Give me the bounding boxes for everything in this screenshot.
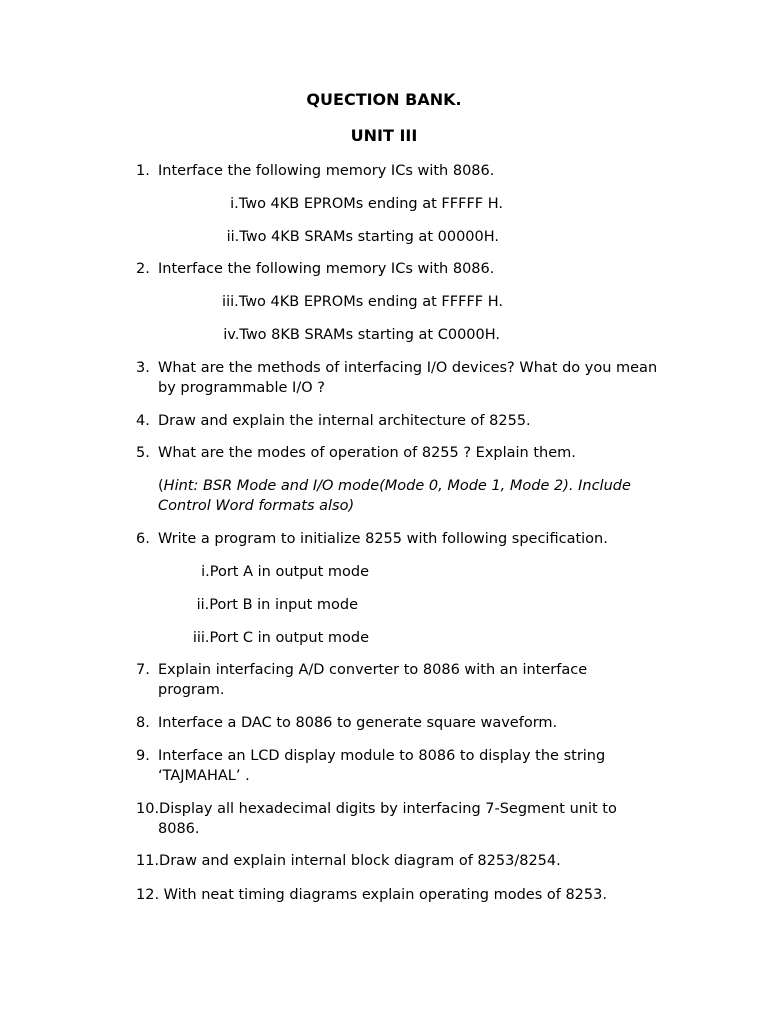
question-text-line-1: Explain interfacing A/D converter to 8086 with an interface <box>158 662 588 678</box>
sub-item: iv.Two 8KB SRAMs starting at C0000H. <box>223 327 500 343</box>
question-text: What are the modes of operation of 8255 ? Explain them. <box>158 445 576 461</box>
question-text-line-1: 10.Display all hexadecimal digits by interfacing 7-Segment unit to <box>136 801 617 817</box>
question-number: 1. <box>136 163 150 179</box>
question-number: 6. <box>136 531 150 547</box>
sub-item: iii.Port C in output mode <box>192 630 369 646</box>
hint-text: Hint: BSR Mode and I/O mode(Mode 0, Mode 1, Mode 2). Include <box>163 478 631 494</box>
hint-paren: ( <box>158 478 164 494</box>
question-number: 4. <box>136 413 150 429</box>
unit-heading: UNIT III <box>350 126 418 145</box>
sub-item: i.Two 4KB EPROMs ending at FFFFF H. <box>230 196 503 212</box>
sub-item: i.Port A in output mode <box>201 564 369 580</box>
question-number: 3. <box>136 360 150 376</box>
question-text: Write a program to initialize 8255 with following specification. <box>158 531 608 547</box>
question-text: 12. With neat timing diagrams explain operating modes of 8253. <box>136 887 607 903</box>
sub-item: iii.Two 4KB EPROMs ending at FFFFF H. <box>222 294 503 310</box>
question-text-line-1: Interface an LCD display module to 8086 to display the string <box>158 748 606 764</box>
question-number: 9. <box>136 748 150 764</box>
question-number: 7. <box>136 662 150 678</box>
question-text-line-2: by programmable I/O ? <box>158 380 325 396</box>
question-text: Interface the following memory ICs with 8086. <box>158 261 495 277</box>
question-number: 2. <box>136 261 150 277</box>
question-text: Interface the following memory ICs with 8086. <box>158 163 495 179</box>
hint-line-1 <box>158 476 678 496</box>
question-text-line-2: program. <box>158 682 225 698</box>
question-text: 11.Draw and explain internal block diagram of 8253/8254. <box>136 853 561 869</box>
question-text-line-1: What are the methods of interfacing I/O devices? What do you mean <box>158 360 658 376</box>
document-title: QUECTION BANK. <box>306 90 462 109</box>
question-number: 5. <box>136 445 150 461</box>
question-text: Interface a DAC to 8086 to generate square waveform. <box>158 715 558 731</box>
question-text-line-2: 8086. <box>158 821 200 837</box>
question-number: 8. <box>136 715 150 731</box>
sub-item: ii.Port B in input mode <box>196 597 358 613</box>
sub-item: ii.Two 4KB SRAMs starting at 00000H. <box>226 229 499 245</box>
hint-line-2: Control Word formats also) <box>158 498 355 514</box>
question-text-line-2: ‘TAJMAHAL’ . <box>158 768 250 784</box>
question-text: Draw and explain the internal architecture of 8255. <box>158 413 531 429</box>
